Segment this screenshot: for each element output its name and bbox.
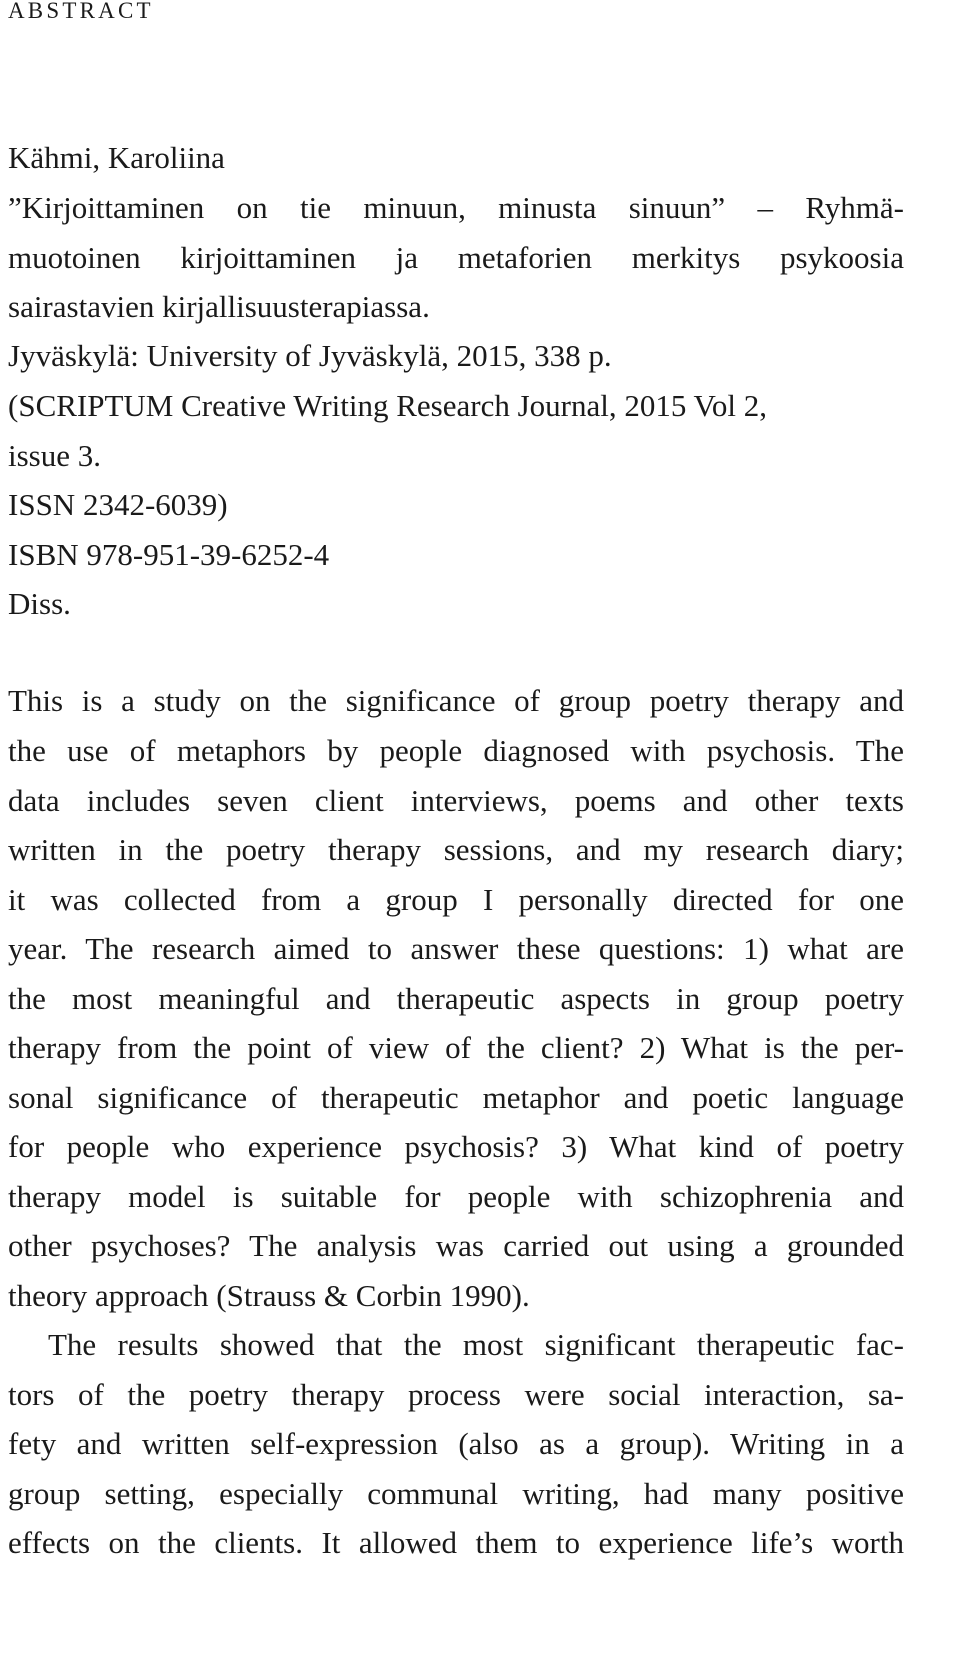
body-line: effects on the clients. It allowed them to experience life’s worth bbox=[8, 1525, 904, 1560]
citation-issn: ISSN 2342-6039) bbox=[8, 487, 228, 522]
citation-title-line: ”Kirjoittaminen on tie minuun, minusta sinuun” – Ryhmä- bbox=[8, 190, 904, 225]
body-line: This is a study on the significance of group poetry therapy and bbox=[8, 683, 904, 718]
citation-type: Diss. bbox=[8, 586, 71, 621]
body-line: therapy from the point of view of the client? 2) What is the per- bbox=[8, 1030, 904, 1065]
body-line: the most meaningful and therapeutic aspects in group poetry bbox=[8, 981, 904, 1016]
body-line: theory approach (Strauss & Corbin 1990). bbox=[8, 1278, 530, 1313]
section-heading: ABSTRACT bbox=[8, 0, 154, 23]
author-name: Kähmi, Karoliina bbox=[8, 140, 225, 175]
citation-series: issue 3. bbox=[8, 438, 101, 473]
body-line: year. The research aimed to answer these questions: 1) what are bbox=[8, 931, 904, 966]
citation-title-line: sairastavien kirjallisuusterapiassa. bbox=[8, 289, 430, 324]
body-line: group setting, especially communal writing, had many positive bbox=[8, 1476, 904, 1511]
body-line: therapy model is suitable for people with schizophrenia and bbox=[8, 1179, 904, 1214]
citation-series: (SCRIPTUM Creative Writing Research Journal, 2015 Vol 2, bbox=[8, 388, 768, 423]
body-line: data includes seven client interviews, poems and other texts bbox=[8, 783, 904, 818]
body-line: it was collected from a group I personally directed for one bbox=[8, 882, 904, 917]
citation-isbn: ISBN 978-951-39-6252-4 bbox=[8, 537, 330, 572]
body-line: sonal significance of therapeutic metaphor and poetic language bbox=[8, 1080, 904, 1115]
citation-publisher: Jyväskylä: University of Jyväskylä, 2015, 338 p. bbox=[8, 338, 612, 373]
body-line: for people who experience psychosis? 3) What kind of poetry bbox=[8, 1129, 904, 1164]
citation-title-line: muotoinen kirjoittaminen ja metaforien merkitys psykoosia bbox=[8, 240, 904, 275]
body-line: the use of metaphors by people diagnosed with psychosis. The bbox=[8, 733, 904, 768]
body-line: other psychoses? The analysis was carried out using a grounded bbox=[8, 1228, 904, 1263]
body-line: written in the poetry therapy sessions, and my research diary; bbox=[8, 832, 904, 867]
body-line: tors of the poetry therapy process were social interaction, sa- bbox=[8, 1377, 904, 1412]
body-line: fety and written self-expression (also as a group). Writing in a bbox=[8, 1426, 904, 1461]
body-line: The results showed that the most significant therapeutic fac- bbox=[48, 1327, 904, 1362]
